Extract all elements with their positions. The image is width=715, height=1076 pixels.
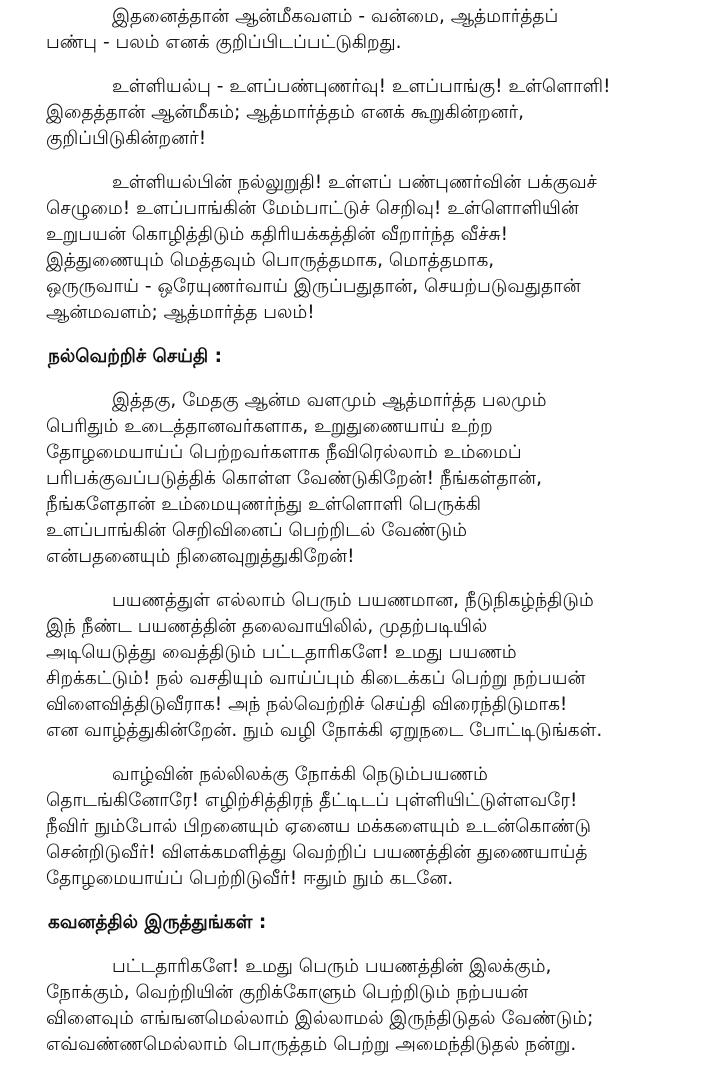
text-line: பயணத்துள் எல்லாம் பெரும் பயணமான, நீடுநிகழ்ந்திடும்: [112, 590, 594, 611]
text-line: இத்தகு, மேதகு ஆன்ம வளமும் ஆத்மார்த்த பலமும்: [112, 390, 547, 411]
text-line: சிறக்கட்டும்! நல் வசதியும் வாய்ப்பும் கிடைக்கப் பெற்று நற்பயன்: [46, 668, 586, 689]
text-line: உள்ளியல்பு - உளப்பண்புணர்வு! உளப்பாங்கு! உள்ளொளி!: [112, 76, 611, 97]
text-line: இதைத்தான் ஆன்மீகம்; ஆத்மார்த்தம் எனக் கூறுகின்றனர்,: [46, 102, 525, 123]
text-line: வாழ்வின் நல்லிலக்கு நோக்கி நெடும்பயணம்: [112, 764, 488, 785]
text-line: உள்ளியல்பின் நல்லுறுதி! உள்ளப் பண்புணர்வின் பக்குவச்: [112, 172, 597, 193]
text-line: பெரிதும் உடைத்தானவர்களாக, உறுதுணையாய் உற்ற: [46, 416, 493, 437]
text-line: உறுபயன் கொழித்திடும் கதிரியக்கத்தின் வீறார்ந்த வீச்சு!: [46, 224, 509, 245]
text-line: ஆன்மவளம்; ஆத்மார்த்த பலம்!: [46, 302, 315, 323]
text-line: குறிப்பிடுகின்றனர்!: [46, 128, 207, 149]
section-heading: நல்வெற்றிச் செய்தி :: [48, 346, 223, 367]
paragraph-7: [46, 954, 689, 1058]
paragraph-3: [46, 170, 689, 326]
text-line: எவ்வண்ணமெல்லாம் பொருத்தம் பெற்று அமைந்திடுதல் நன்று.: [46, 1034, 577, 1055]
text-line: ஒருருவாய் - ஒரேயுணர்வாய் இருப்பதுதான், செயற்படுவதுதான்: [46, 276, 581, 297]
text-line: தொடங்கினோரே! எழிற்சித்திரந் தீட்டிடப் புள்ளியிட்டுள்ளவரே!: [46, 790, 578, 811]
paragraph-5: [46, 588, 689, 744]
text-line: தோழமையாய்ப் பெற்றவர்களாக நீவிரெல்லாம் உம்மைப்: [46, 442, 522, 463]
text-line: என்பதனையும் நினைவுறுத்துகிறேன்!: [46, 546, 355, 567]
text-line: பட்டதாரிகளே! உமது பெரும் பயணத்தின் இலக்கும்,: [112, 956, 552, 977]
text-line: என வாழ்த்துகின்றேன். நும் வழி நோக்கி ஏறுநடை போட்டிடுங்கள்.: [46, 720, 603, 741]
paragraph-gap: [46, 892, 689, 910]
text-line: பரிபக்குவப்படுத்திக் கொள்ள வேண்டுகிறேன்! நீங்கள்தான்,: [46, 468, 542, 489]
text-line: நீங்களேதான் உம்மையுணர்ந்து உள்ளொளி பெருக்கி: [46, 494, 482, 515]
text-line: விளைவித்திடுவீராக! அந் நல்வெற்றிச் செய்தி விரைந்திடுமாக!: [46, 694, 568, 715]
paragraph-2: [46, 74, 689, 152]
section-heading: கவனத்தில் இருத்துங்கள் :: [48, 912, 267, 933]
text-line: சென்றிடுவீர்! விளக்கமளித்து வெற்றிப் பயணத்தின் துணையாய்த்: [46, 842, 588, 863]
paragraph-gap: [46, 744, 689, 762]
paragraph-gap: [46, 936, 689, 954]
text-line: விளைவும் எங்ஙனமெல்லாம் இல்லாமல் இருந்திடுதல் வேண்டும்;: [46, 1008, 594, 1029]
paragraph-gap: [46, 152, 689, 170]
text-line: அடியெடுத்து வைத்திடும் பட்டதாரிகளே! உமது பயணம்: [46, 642, 517, 663]
paragraph-gap: [46, 56, 689, 74]
text-line: இத்துணையும் மெத்தவும் பொருத்தமாக, மொத்தமாக,: [46, 250, 495, 271]
text-line: இந் நீண்ட பயணத்தின் தலைவாயிலில், முதற்படியில்: [46, 616, 488, 637]
text-line: பண்பு - பலம் எனக் குறிப்பிடப்பட்டுகிறது.: [46, 32, 402, 53]
text-line: இதனைத்தான் ஆன்மீகவளம் - வன்மை, ஆத்மார்த்தப்: [112, 6, 559, 27]
text-line: நோக்கும், வெற்றியின் குறிக்கோளும் பெற்றிடும் நற்பயன்: [46, 982, 529, 1003]
paragraph-4: [46, 388, 689, 570]
paragraph-gap: [46, 326, 689, 344]
paragraph-gap: [46, 370, 689, 388]
paragraph-1: [46, 4, 689, 56]
text-line: நீவிர் நும்போல் பிறனையும் ஏனைய மக்களையும் உடன்கொண்டு: [46, 816, 592, 837]
text-line: தோழமையாய்ப் பெற்றிடுவீர்! ஈதும் நும் கடனே.: [46, 868, 454, 889]
paragraph-6: [46, 762, 689, 892]
paragraph-gap: [46, 570, 689, 588]
text-line: உளப்பாங்கின் செறிவினைப் பெற்றிடல் வேண்டும்: [46, 520, 467, 541]
text-line: செழுமை! உளப்பாங்கின் மேம்பாட்டுச் செறிவு! உள்ளொளியின்: [46, 198, 579, 219]
